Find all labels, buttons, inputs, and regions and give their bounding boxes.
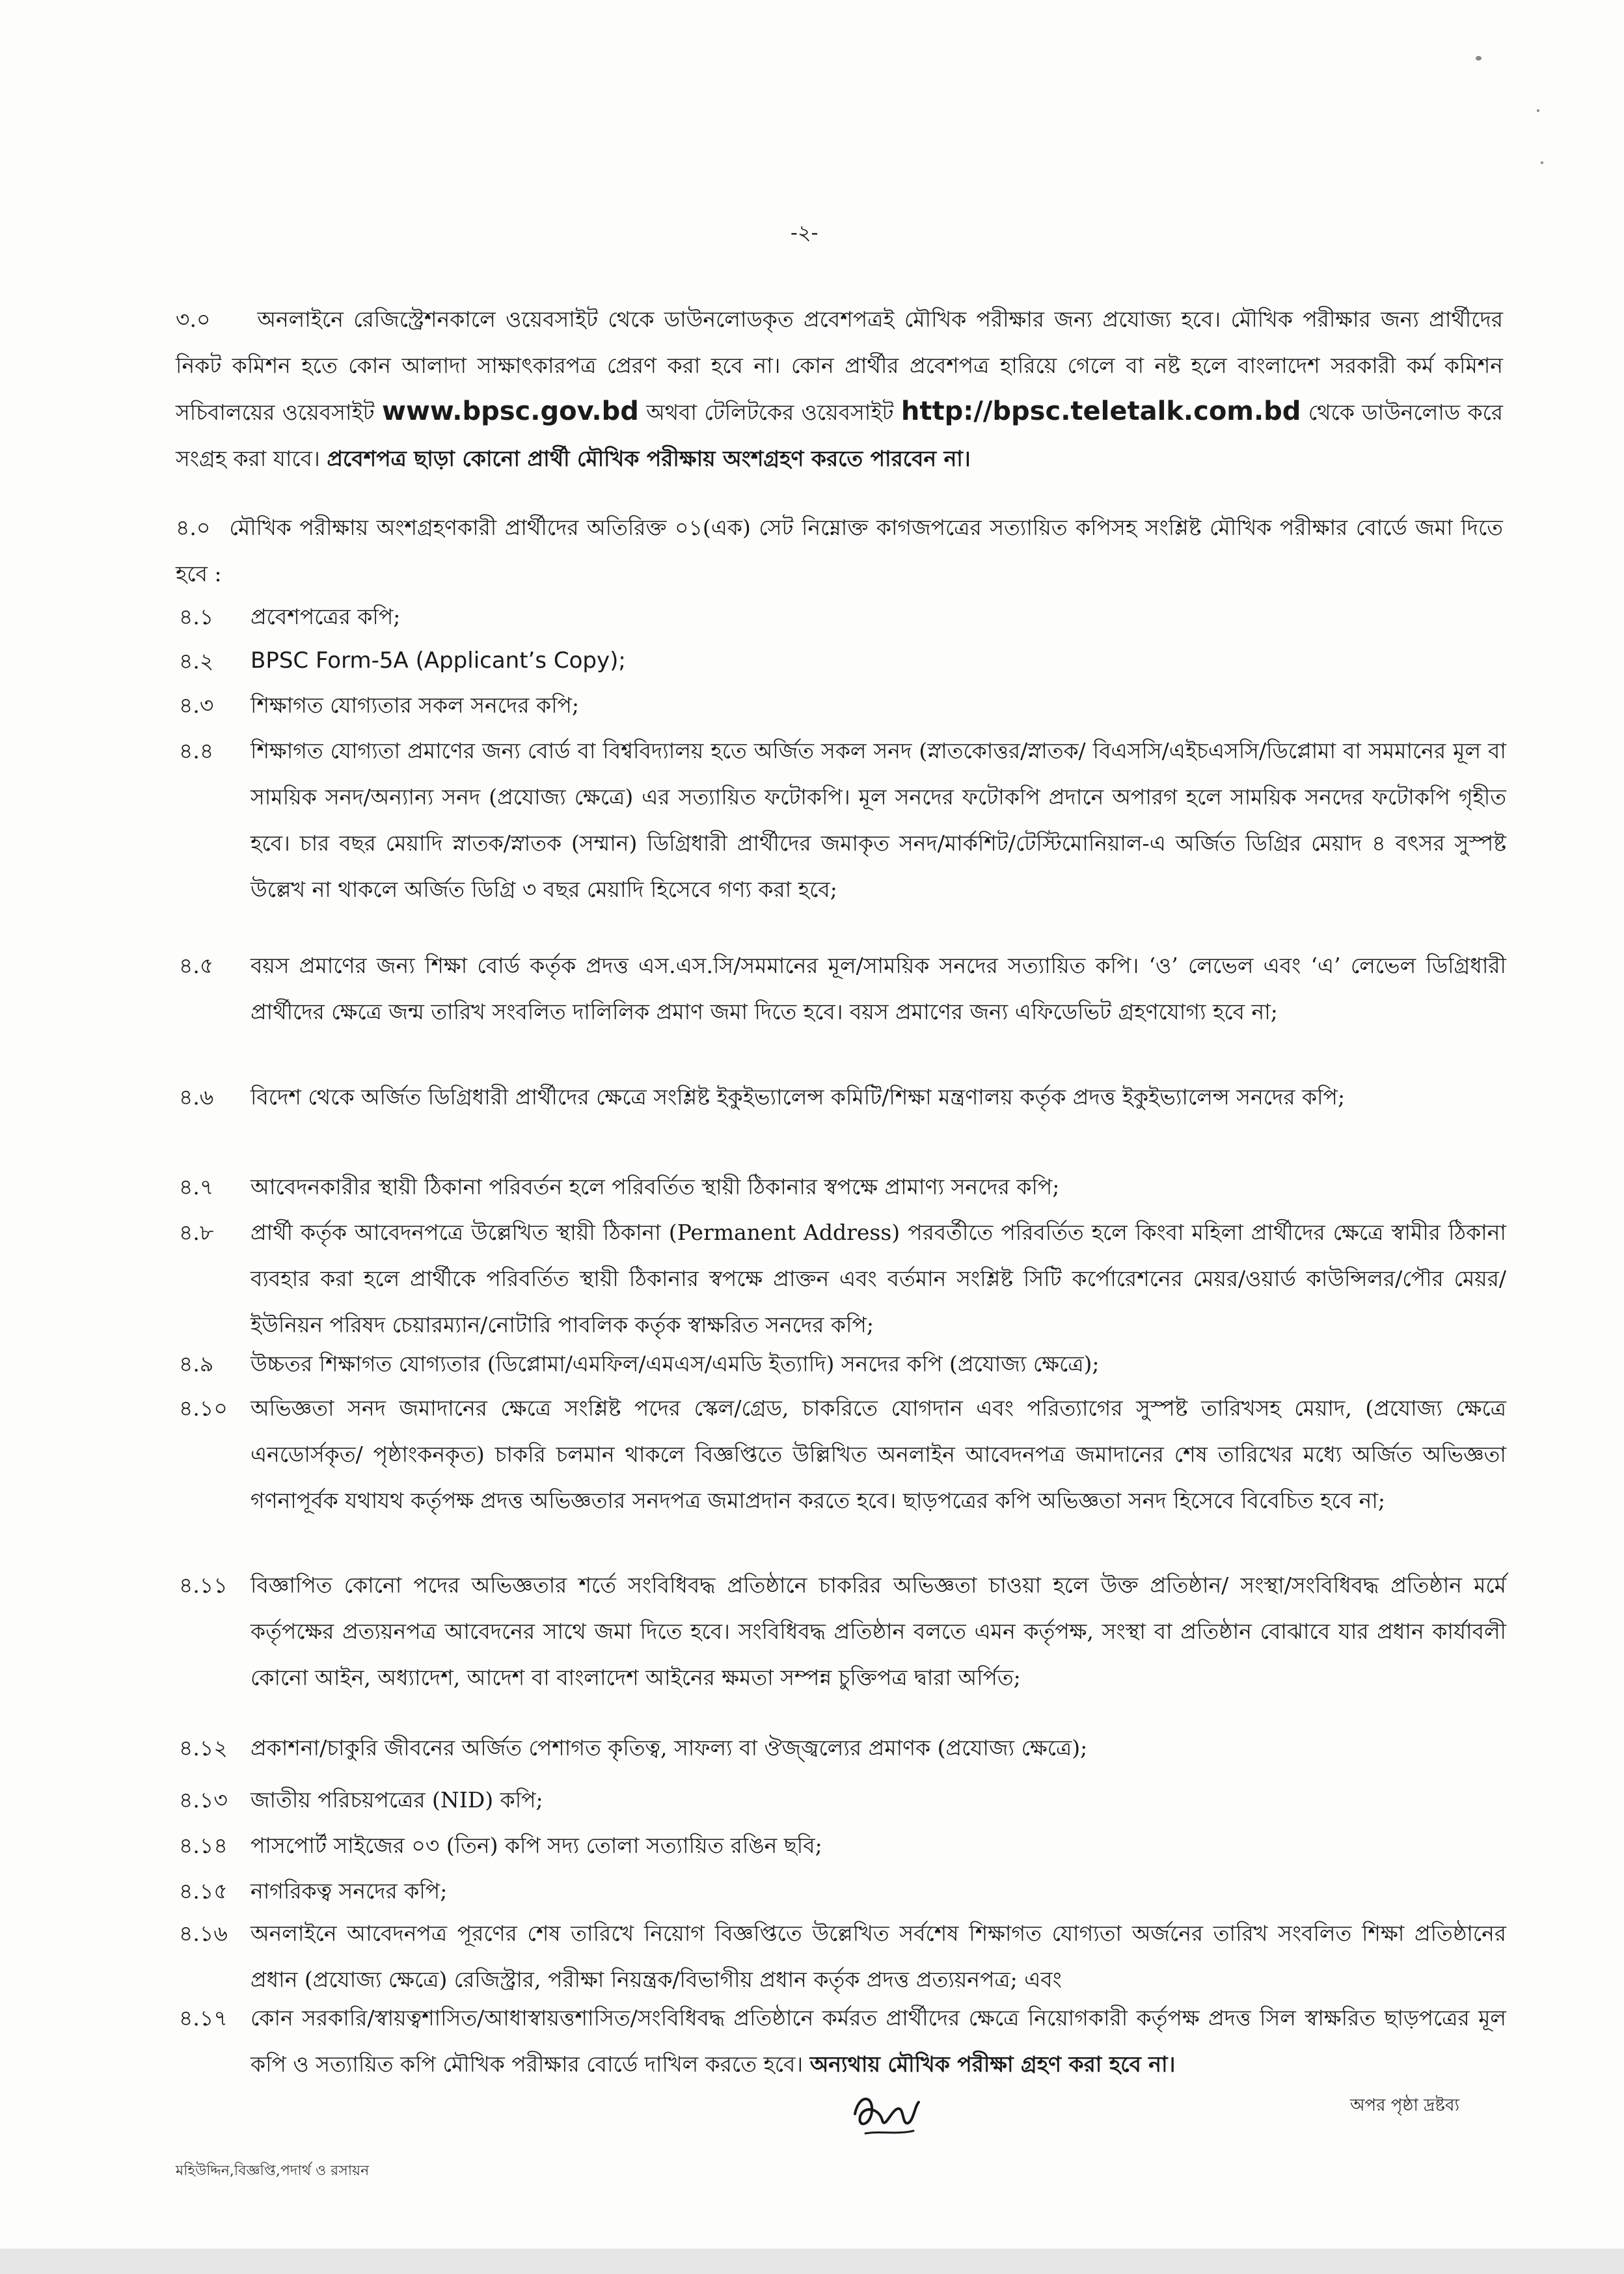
paragraph-number: ৪.০ [176,515,211,540]
item-number: ৪.১০ [179,1395,228,1421]
list-item [179,1822,1506,1869]
item-text-body: কোন সরকারি/স্বায়ত্বশাসিত/আধাস্বায়ত্তশাসিত/সংবিধিবদ্ধ প্রতিষ্ঠানে কর্মরত প্রার্থীদের ক্ষেত্রে নিয়োগকারী কর্তৃপক্ষ প্রদত্ত সিল স্বাক্ষরিত ছাড়পত্রের মূল কপি ও সত্যায়িত কপি মৌখিক পরীক্ষার বোর্ডে দাখিল করতে হবে। [250,2005,1506,2077]
file-reference-note: মহিউদ্দিন,বিজ্ঞপ্তি,পদার্থ ও রসায়ন [176,2163,370,2179]
item-text [250,1995,1506,2087]
item-number: ৪.১৫ [179,1878,228,1904]
paragraph-text: অনলাইনে রেজিস্ট্রেশনকালে ওয়েবসাইট থেকে ডাউনলোডকৃত প্রবেশপত্রই মৌখিক পরীক্ষার জন্য প্রযোজ্য হবে। মৌখিক পরীক্ষার জন্য প্রার্থীদের নিকট কমিশন হতে কোন আলাদা সাক্ষাৎকারপত্র প্রেরণ করা হবে না। কোন প্রার্থীর প্রবেশপত্র হারিয়ে গেলে বা নষ্ট হলে বাংলাদেশ সরকারী কর্ম কমিশন সচিবালয়ের ওয়েবসাইট [176,307,1503,425]
list-item [179,638,1506,684]
paragraph-text: থেকে ডাউনলোড করে সংগ্রহ করা যাবে। [176,400,1504,471]
page-number: -২- [791,220,819,245]
item-text: আবেদনকারীর স্থায়ী ঠিকানা পরিবর্তন হলে পরিবর্তিত স্থায়ী ঠিকানার স্বপক্ষে প্রামাণ্য সনদের কপি; [250,1174,1060,1199]
signature-mark [846,2083,924,2141]
item-text: অনলাইনে আবেদনপত্র পূরণের শেষ তারিখে নিয়োগ বিজ্ঞপ্তিতে উল্লেখিত সর্বশেষ শিক্ষাগত যোগ্যতা অর্জনের তারিখ সংবলিত শিক্ষা প্রতিষ্ঠানের প্রধান (প্রযোজ্য ক্ষেত্রে) রেজিস্ট্রার, পরীক্ষা নিয়ন্ত্রক/বিভাগীয় প্রধান কর্তৃক প্রদত্ত প্রত্যয়নপত্র; এবং [250,1921,1506,1992]
list-item [179,728,1506,912]
list-item [179,1562,1506,1701]
scan-speck [1476,56,1482,61]
paragraph-text: মৌখিক পরীক্ষায় অংশগ্রহণকারী প্রার্থীদের অতিরিক্ত ০১(এক) সেট নিম্নোক্ত কাগজপত্রের সত্যায়িত কপিসহ সংশ্লিষ্ট মৌখিক পরীক্ষার বোর্ডে জমা দিতে হবে : [176,515,1503,586]
item-number: ৪.৫ [179,953,214,978]
list-item [179,1910,1506,2003]
item-text: উচ্চতর শিক্ষাগত যোগ্যতার (ডিপ্লোমা/এমফিল/এমএস/এমডি ইত্যাদি) সনদের কপি (প্রযোজ্য ক্ষেত্রে); [250,1351,1100,1377]
list-item [179,1341,1506,1387]
list-item [179,1777,1506,1823]
item-text: শিক্ষাগত যোগ্যতার সকল সনদের কপি; [250,692,580,718]
item-text: BPSC Form-5A (Applicant’s Copy); [250,648,626,674]
paragraph-number: ৩.০ [176,307,211,332]
item-number: ৪.১৪ [179,1833,228,1858]
list-item [179,1385,1506,1524]
paragraph-4 [176,504,1503,597]
item-number: ৪.৯ [179,1351,214,1377]
item-number: ৪.১১ [179,1572,228,1598]
item-text: নাগরিকত্ব সনদের কপি; [250,1878,448,1904]
item-number: ৪.১৭ [179,2005,228,2031]
paragraph-text: অথবা টেলিটকের ওয়েবসাইট [646,400,894,425]
item-text: প্রকাশনা/চাকুরি জীবনের অর্জিত পেশাগত কৃতিত্ব, সাফল্য বা ঔজ্জ্বল্যের প্রমাণক (প্রযোজ্য ক্ষেত্রে); [250,1735,1088,1760]
paragraph-3 [176,296,1503,482]
item-text: বয়স প্রমাণের জন্য শিক্ষা বোর্ড কর্তৃক প্রদত্ত এস.এস.সি/সমমানের মূল/সাময়িক সনদের সত্যায়িত কপি। ‘ও’ লেভেল এবং ‘এ’ লেভেল ডিগ্রিধারী প্রার্থীদের ক্ষেত্রে জন্ম তারিখ সংবলিত দালিলিক প্রমাণ জমা দিতে হবে। বয়স প্রমাণের জন্য এফিডেভিট গ্রহণযোগ্য হবে না; [250,953,1506,1024]
item-text: অভিজ্ঞতা সনদ জমাদানের ক্ষেত্রে সংশ্লিষ্ট পদের স্কেল/গ্রেড, চাকরিতে যোগদান এবং পরিত্যাগের সুস্পষ্ট তারিখসহ মেয়াদ, (প্রযোজ্য ক্ষেত্রে এনডোর্সকৃত/ পৃষ্ঠাংকনকৃত) চাকরি চলমান থাকলে বিজ্ঞপ্তিতে উল্লিখিত অনলাইন আবেদনপত্র জমাদানের শেষ তারিখের মধ্যে অর্জিত অভিজ্ঞতা গণনাপূর্বক যথাযথ কর্তৃপক্ষ প্রদত্ত অভিজ্ঞতার সনদপত্র জমাপ্রদান করতে হবে। ছাড়পত্রের কপি অভিজ্ঞতা সনদ হিসেবে বিবেচিত হবে না; [250,1395,1506,1513]
list-item [179,1164,1506,1210]
item-number: ৪.৭ [179,1174,214,1199]
scan-speck [1537,109,1539,112]
item-text: বিদেশ থেকে অর্জিত ডিগ্রিধারী প্রার্থীদের ক্ষেত্রে সংশ্লিষ্ট ইকুইভ্যালেন্স কমিটি/শিক্ষা মন্ত্রণালয় কর্তৃক প্রদত্ত ইকুইভ্যালেন্স সনদের কপি; [250,1084,1346,1110]
list-item [179,1209,1506,1348]
see-overleaf-note: অপর পৃষ্ঠা দ্রষ্টব্য [1350,2096,1459,2115]
item-text: জাতীয় পরিচয়পত্রের (NID) কপি; [250,1787,543,1813]
list-item [179,1868,1506,1914]
list-item [179,1995,1506,2087]
item-number: ৪.২ [179,648,214,674]
item-number: ৪.১ [179,604,214,629]
rejection-warning: অন্যথায় মৌখিক পরীক্ষা গ্রহণ করা হবে না। [809,2051,1176,2077]
item-number: ৪.১৩ [179,1787,228,1813]
item-text: প্রবেশপত্রের কপি; [250,604,401,629]
item-number: ৪.১২ [179,1735,228,1760]
list-item [179,942,1506,1035]
scan-speck [1541,161,1543,164]
list-item [179,1074,1506,1120]
item-number: ৪.৩ [179,692,214,718]
item-number: ৪.১৬ [179,1921,228,1946]
item-number: ৪.৬ [179,1084,214,1110]
list-item [179,682,1506,728]
teletalk-website-link[interactable]: http://bpsc.teletalk.com.bd [900,396,1301,426]
item-text: শিক্ষাগত যোগ্যতা প্রমাণের জন্য বোর্ড বা বিশ্ববিদ্যালয় হতে অর্জিত সকল সনদ (স্নাতকোত্তর/স্নাতক/ বিএসসি/এইচএসসি/ডিপ্লোমা বা সমমানের মূল বা সাময়িক সনদ/অন্যান্য সনদ (প্রযোজ্য ক্ষেত্রে) এর সত্যায়িত ফটোকপি। মূল সনদের ফটোকপি প্রদানে অপারগ হলে সাময়িক সনদের ফটোকপি গৃহীত হবে। চার বছর মেয়াদি স্নাতক/স্নাতক (সম্মান) ডিগ্রিধারী প্রার্থীদের জমাকৃত সনদ/মার্কশিট/টেস্টিমোনিয়াল-এ অর্জিত ডিগ্রির মেয়াদ ৪ বৎসর সুস্পষ্ট উল্লেখ না থাকলে অর্জিত ডিগ্রি ৩ বছর মেয়াদি হিসেবে গণ্য করা হবে; [250,738,1506,902]
item-text: পাসপোর্ট সাইজের ০৩ (তিন) কপি সদ্য তোলা সত্যায়িত রঙিন ছবি; [250,1833,822,1858]
list-item [179,594,1506,640]
item-number: ৪.৮ [179,1220,214,1245]
item-text: বিজ্ঞাপিত কোনো পদের অভিজ্ঞতার শর্তে সংবিধিবদ্ধ প্রতিষ্ঠানে চাকরির অভিজ্ঞতা চাওয়া হলে উক্ত প্রতিষ্ঠান/ সংস্থা/সংবিধিবদ্ধ প্রতিষ্ঠান মর্মে কর্তৃপক্ষের প্রত্যয়নপত্র আবেদনের সাথে জমা দিতে হবে। সংবিধিবদ্ধ প্রতিষ্ঠান বলতে এমন কর্তৃপক্ষ, সংস্থা বা প্রতিষ্ঠান বোঝাবে যার প্রধান কার্যাবলী কোনো আইন, অধ্যাদেশ, আদেশ বা বাংলাদেশ আইনের ক্ষমতা সম্পন্ন চুক্তিপত্র দ্বারা অর্পিত; [250,1572,1506,1690]
item-text: প্রার্থী কর্তৃক আবেদনপত্রে উল্লেখিত স্থায়ী ঠিকানা (Permanent Address) পরবর্তীতে পরিবর্তিত হলে কিংবা মহিলা প্রার্থীদের ক্ষেত্রে স্বামীর ঠিকানা ব্যবহার করা হলে প্রার্থীকে পরিবর্তিত স্থায়ী ঠিকানার স্বপক্ষে প্রাক্তন এবং বর্তমান সংশ্লিষ্ট সিটি কর্পোরেশনের মেয়র/ওয়ার্ড কাউন্সিলর/পৌর মেয়র/ইউনিয়ন পরিষদ চেয়ারম্যান/নোটারি পাবলিক কর্তৃক স্বাক্ষরিত সনদের কপি; [250,1220,1506,1337]
admit-card-warning: প্রবেশপত্র ছাড়া কোনো প্রার্থী মৌখিক পরীক্ষায় অংশগ্রহণ করতে পারবেন না। [327,446,971,471]
list-item [179,1725,1506,1771]
item-number: ৪.৪ [179,738,214,763]
bpsc-website-link[interactable]: www.bpsc.gov.bd [381,396,639,426]
scan-edge [0,2249,1624,2274]
